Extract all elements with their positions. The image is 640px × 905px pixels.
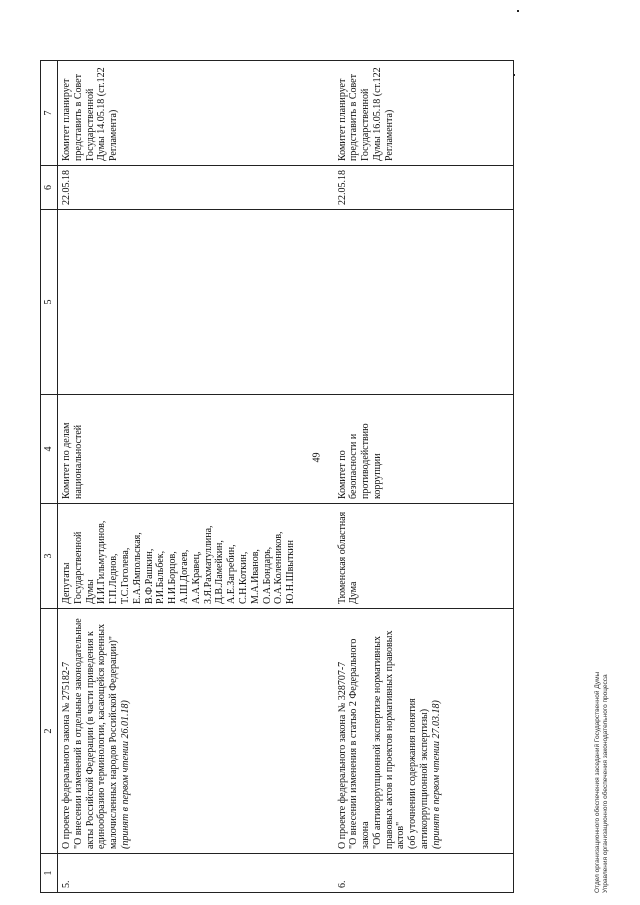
bill-title: О проекте федерального закона № 275182-7 "О внесении изменений в отдельные законодательные акты Российской Федерации (в части приведения к единообразию терминологии, касающейся коренных малочисленных народов Российской Федерации)" — [61, 618, 120, 849]
table-row — [334, 61, 514, 893]
column-header: 4 — [41, 395, 58, 504]
initiator-cell: Депутаты Государственной Думы И.И.Гильмутдинов, Г.П.Леднов, Т.С.Гоголева, Е.А.Ямпольская, В.Ф.Рашкин, Р.И.Бальбек, Н.И.Борцов, А.Ш.Догаев, А.А.Кравец, З.Я.Рахматуллина, Д.В.Ламейкин, А.Е.Загребин, С.Н.Коткин, М.А.Иванов, О.А.Бондарь, О.А.Коленников, Ю.Н.Швыткин — [58, 504, 334, 609]
column-header: 1 — [41, 854, 58, 893]
initiator-cell: Тюменская областная Дума — [334, 504, 514, 609]
page-footer — [594, 293, 610, 893]
footer-line: Отдел организационного обеспечения заседаний Государственной Думы — [594, 671, 601, 893]
reading-note: (принят в первом чтении 27.03.18) — [430, 700, 442, 849]
table-row — [58, 61, 334, 893]
remark-cell: Комитет планирует представить в Совет Государственной Думы 14.05.18 (ст.122 Регламента) — [58, 61, 334, 166]
date-cell: 22.05.18 — [334, 166, 514, 210]
empty-cell — [58, 210, 334, 395]
column-header: 5 — [41, 210, 58, 395]
row-number: 6. — [334, 854, 514, 893]
row-number: 5. — [58, 854, 334, 893]
column-header: 2 — [41, 609, 58, 854]
reading-note: (принят в первом чтении 26.01.18) — [119, 700, 131, 849]
column-header: 6 — [41, 166, 58, 210]
committee-cell: Комитет по делам национальностей — [58, 395, 334, 504]
bills-table — [40, 60, 514, 893]
bill-title: О проекте федерального закона № 328707-7 "О внесении изменения в статью 2 Федерального закона "Об антикоррупционной экспертизе нормативных правовых актов и проектов нормативных правовых актов" (об уточнении содержания понятия антикоррупционной экспертизы) — [336, 630, 431, 849]
agenda-sheet — [0, 13, 610, 893]
scan-speck — [517, 10, 519, 12]
empty-cell — [334, 210, 514, 395]
column-header: 7 — [41, 61, 58, 166]
date-cell: 22.05.18 — [58, 166, 334, 210]
bill-cell — [334, 609, 514, 854]
bill-cell — [58, 609, 334, 854]
column-header: 3 — [41, 504, 58, 609]
table-header-row — [41, 61, 58, 893]
committee-cell: Комитет по безопасности и противодействию коррупции — [334, 395, 514, 504]
footer-line: Управления организационного обеспечения законодательного процесса — [602, 674, 610, 893]
remark-cell: Комитет планирует представить в Совет Государственной Думы 16.05.18 (ст.122 Регламента) — [334, 61, 514, 166]
page-number: 49 — [311, 452, 323, 463]
